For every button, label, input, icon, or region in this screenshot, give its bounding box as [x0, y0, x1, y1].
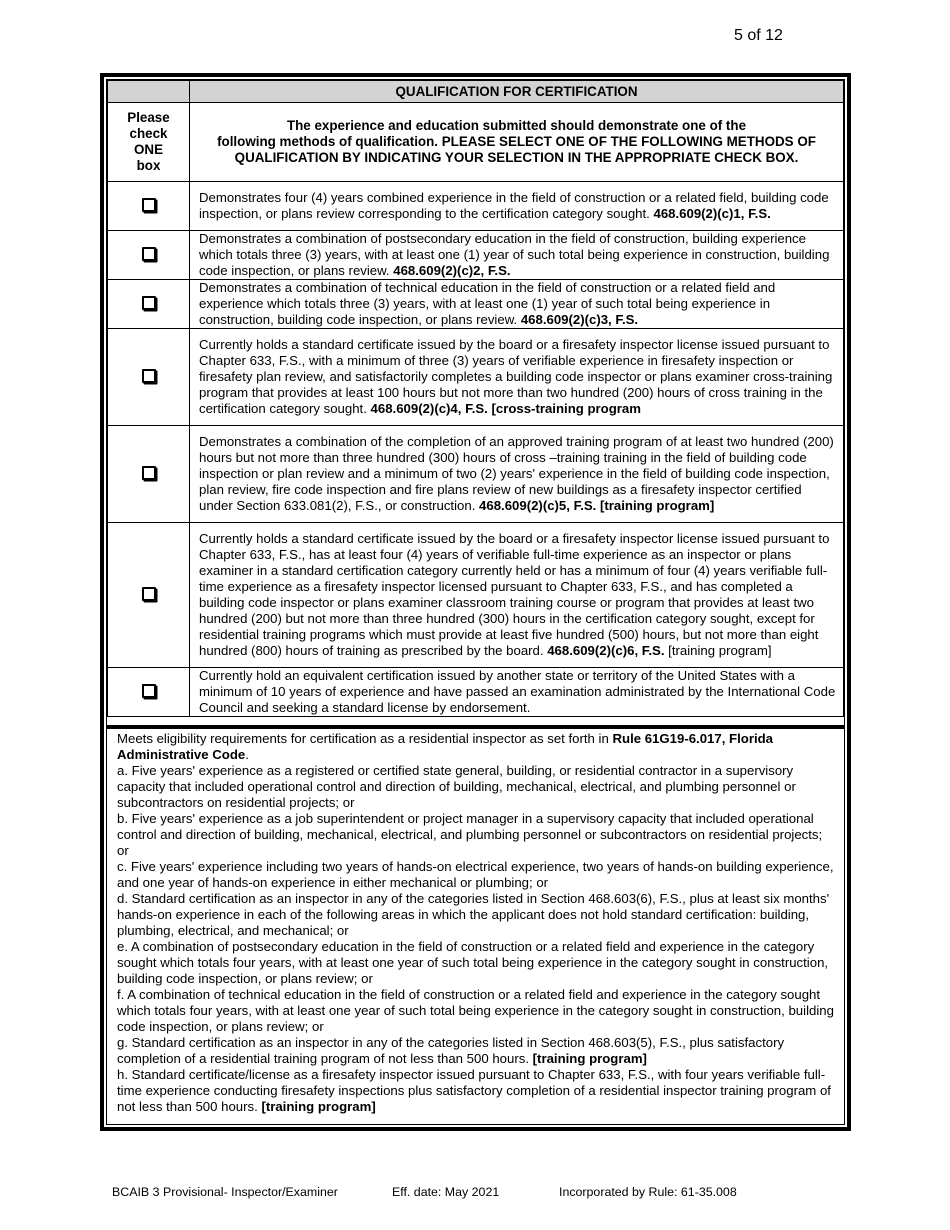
intro-text: The experience and education submitted should demonstrate one of the following methods of qualification. PLEASE SELECT ONE OF THE FOLLOWING METHODS OF QUALIFICATION BY INDICATING YOUR SELECTION IN THE APPROPRIATE CHECK BOX. [190, 103, 844, 182]
option-row-3 [108, 280, 844, 329]
eligibility-item-c: c. Five years' experience including two years of hands-on electrical experience, two years of hands-on building experience, and one year of hands-on experience in either mechanical or plumbing; or [117, 859, 834, 890]
eligibility-item-b: b. Five years' experience as a job superintendent or project manager in a supervisory capacity that included operational control and direction of building, mechanical, electrical, and plumbing personnel or subcontractors on residential projects; or [117, 811, 823, 858]
option-row-7 [108, 668, 844, 717]
option-text-2: Demonstrates a combination of postsecondary education in the field of construction, building experience which totals three (3) years, with at least one (1) year of such total being experience in construction, building code inspection, or plans review. 468.609(2)(c)2, F.S. [190, 231, 844, 280]
eligibility-item-h: h. Standard certificate/license as a firesafety inspector issued pursuant to Chapter 633, F.S., with four years verifiable full-time experience conducting firesafety inspections plus satisfactory completion of a residential inspector training program of not less than 500 hours. [training program] [117, 1067, 831, 1114]
checkbox-option-7[interactable] [142, 684, 156, 698]
residential-inspector-eligibility [107, 725, 844, 1124]
checkbox-option-5[interactable] [142, 466, 156, 480]
option-row-6 [108, 523, 844, 668]
eligibility-item-f: f. A combination of technical education in the field of construction or a related field and experience in the category sought which totals four years, with at least one year of such total being experience in the category sought in construction, building code inspection, or plans review; or [117, 987, 834, 1034]
check-box-label: Please check ONE box [108, 103, 190, 182]
option-text-1: Demonstrates four (4) years combined experience in the field of construction or a related field, building code inspection, or plans review corresponding to the certification category sought. 468.609(2)(c)1, F.S. [190, 182, 844, 231]
checkbox-option-2[interactable] [142, 247, 156, 261]
checkbox-option-1[interactable] [142, 198, 156, 212]
page-number: 5 of 12 [734, 27, 783, 44]
eligibility-item-g: g. Standard certification as an inspector in any of the categories listed in Section 468.603(5), F.S., plus satisfactory completion of a residential training program of not less than 500 hours. [training program] [117, 1035, 785, 1066]
checkbox-option-6[interactable] [142, 587, 156, 601]
qualification-table [107, 80, 844, 717]
eligibility-item-a: a. Five years' experience as a registered or certified state general, building, or residential contractor in a supervisory capacity that included operational control and direction of building, mechanical, electrical, and plumbing personnel or subcontractors on residential projects; or [117, 763, 796, 810]
option-row-1 [108, 182, 844, 231]
intro-row [108, 103, 844, 182]
table-header-row [108, 81, 844, 103]
option-row-5 [108, 426, 844, 523]
eligibility-intro: Meets eligibility requirements for certification as a residential inspector as set forth in Rule 61G19-6.017, Florida Administrative Code. [117, 731, 774, 762]
option-text-6: Currently holds a standard certificate issued by the board or a firesafety inspector license issued pursuant to Chapter 633, F.S., has at least four (4) years of verifiable full-time experience as an inspector or plans examiner in a standard certification category currently held or has a minimum of four (4) years verifiable full-time experience as a firesafety inspector licensed pursuant to Chapter 633, F.S., and has completed a building code inspector or plans examiner classroom training course or program that provides at least two hundred (200) but not more than three hundred (300) hours in the certification category sought, except for residential training programs which must provide at least five hundred (500) hours, but not more than eight hundred (800) hours of training as prescribed by the board. 468.609(2)(c)6, F.S. [training program] [190, 523, 844, 668]
checkbox-option-4[interactable] [142, 369, 156, 383]
option-text-5: Demonstrates a combination of the completion of an approved training program of at least two hundred (200) hours but not more than three hundred (300) hours of cross –training training in the field of building code inspection or plan review and a minimum of two (2) years' experience in the field of building code inspection, plan review, fire code inspection and fire plans review of new buildings as a firesafety inspector certified under Section 633.081(2), F.S., or construction. 468.609(2)(c)5, F.S. [training program] [190, 426, 844, 523]
footer-effective-date: Eff. date: May 2021 [392, 1185, 500, 1199]
option-text-4: Currently holds a standard certificate issued by the board or a firesafety inspector license issued pursuant to Chapter 633, F.S., with a minimum of three (3) years of verifiable experience in firesafety inspection or firesafety plan review, and satisfactorily completes a building code inspector or plans examiner cross-training program that provides at least 100 hours but not more than two hundred (200) hours of cross training in the certification category sought. 468.609(2)(c)4, F.S. [cross-training program [190, 329, 844, 426]
option-row-2 [108, 231, 844, 280]
eligibility-item-e: e. A combination of postsecondary education in the field of construction or a related field and experience in the category sought which totals four years, with at least one year of such total being experience in the category sought in construction, building code inspection, or plans review; or [117, 939, 829, 986]
footer-form-name: BCAIB 3 Provisional- Inspector/Examiner [112, 1185, 338, 1199]
option-row-4 [108, 329, 844, 426]
option-text-3: Demonstrates a combination of technical education in the field of construction or a related field and experience which totals three (3) years, with at least one (1) year of such total being experience in construction, building code inspection, or plans review. 468.609(2)(c)3, F.S. [190, 280, 844, 329]
table-header: QUALIFICATION FOR CERTIFICATION [190, 81, 844, 103]
option-text-7: Currently hold an equivalent certification issued by another state or territory of the United States with a minimum of 10 years of experience and have passed an examination administrated by the International Code Council and seeking a standard license by endorsement. [190, 668, 844, 717]
eligibility-item-d: d. Standard certification as an inspector in any of the categories listed in Section 468.603(6), F.S., plus at least six months' hands-on experience in each of the following areas in which the applicant does not hold standard certification: building, plumbing, electrical, and mechanical; or [117, 891, 830, 938]
checkbox-option-3[interactable] [142, 296, 156, 310]
qualification-form-frame [100, 73, 851, 1131]
footer-rule: Incorporated by Rule: 61-35.008 [559, 1185, 737, 1199]
